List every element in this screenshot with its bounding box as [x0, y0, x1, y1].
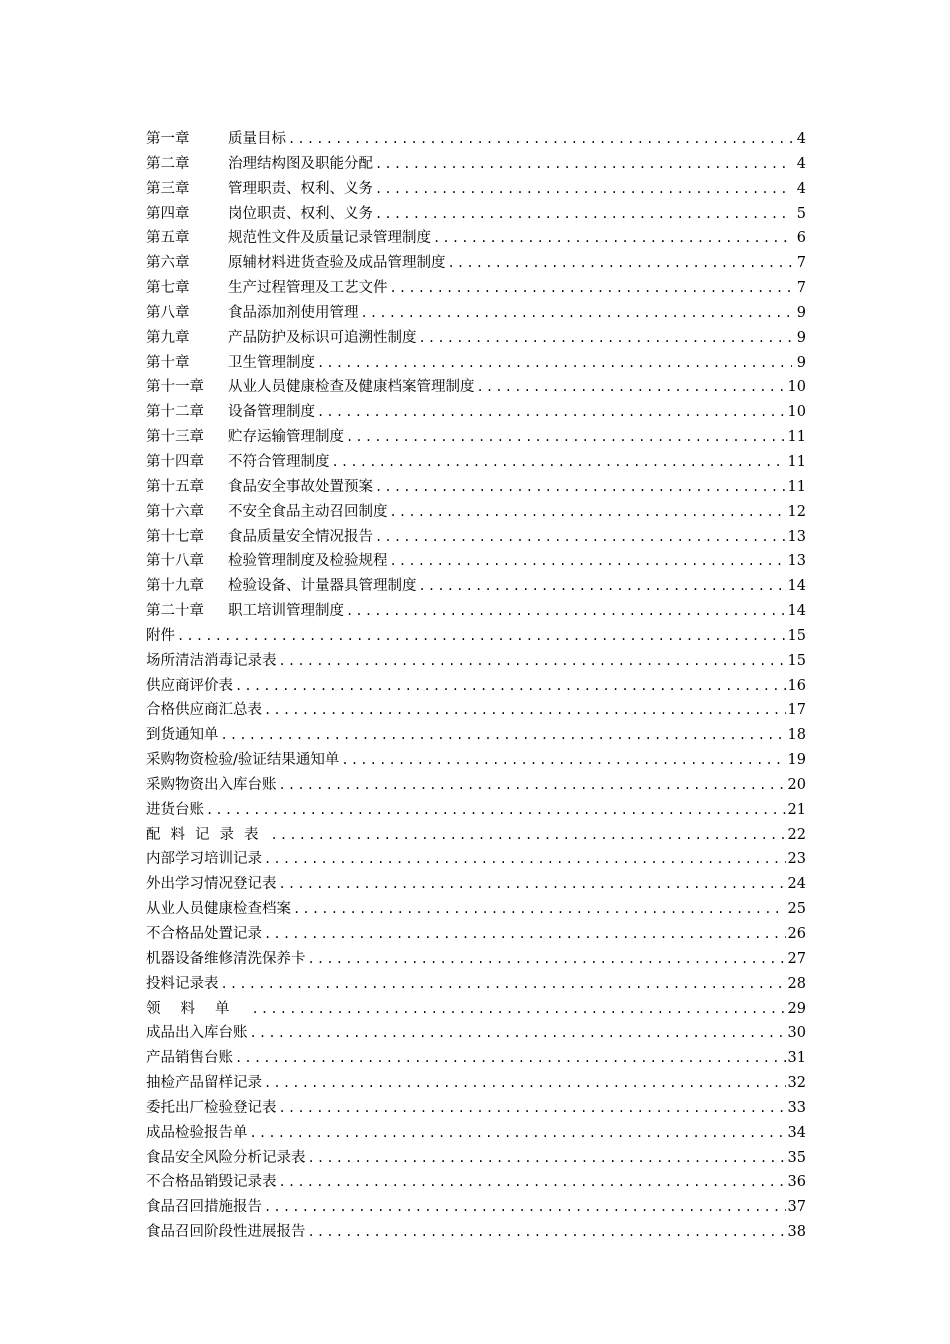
toc-entry[interactable]	[146, 475, 806, 500]
toc-entry[interactable]	[146, 574, 806, 599]
toc-leader-dots	[375, 202, 792, 227]
toc-leader-dots	[235, 674, 786, 699]
toc-leader-dots	[250, 1021, 786, 1046]
toc-page-number: 28	[787, 975, 806, 992]
toc-chapter-number: 第十章	[146, 354, 190, 371]
toc-entry-title: 卫生管理制度	[228, 354, 315, 371]
toc-page-number: 22	[787, 826, 806, 843]
toc-entry[interactable]	[146, 500, 806, 525]
toc-entry[interactable]	[146, 823, 806, 848]
toc-page-number: 15	[787, 627, 806, 644]
toc-entry-title: 不合格品销毁记录表	[146, 1174, 277, 1191]
toc-leader-dots	[361, 301, 793, 326]
toc-page-number: 27	[787, 950, 806, 967]
toc-entry-title: 原辅材料进货查验及成品管理制度	[228, 255, 446, 272]
toc-entry[interactable]	[146, 525, 806, 550]
toc-chapter-number: 第九章	[146, 329, 190, 346]
toc-page-number: 29	[787, 1000, 806, 1017]
toc-entry[interactable]	[146, 425, 806, 450]
toc-entry[interactable]	[146, 1220, 806, 1245]
toc-page-number: 11	[787, 453, 806, 470]
toc-leader-dots	[375, 152, 792, 177]
toc-chapter-number: 第二十章	[146, 603, 204, 620]
toc-leader-dots	[308, 1146, 786, 1171]
toc-page-number: 38	[787, 1224, 806, 1241]
toc-leader-dots	[250, 1121, 786, 1146]
toc-page-number: 11	[787, 429, 806, 446]
toc-entry[interactable]	[146, 351, 806, 376]
toc-page-number: 16	[787, 677, 806, 694]
toc-entry-title: 食品召回阶段性进展报告	[146, 1224, 306, 1241]
toc-entry-title: 不安全食品主动召回制度	[228, 503, 388, 520]
toc-page-number: 37	[787, 1199, 806, 1216]
toc-leader-dots	[332, 450, 786, 475]
toc-page-number: 13	[787, 528, 806, 545]
toc-entry-title: 不合格品处置记录	[146, 926, 262, 942]
toc-leader-dots	[264, 698, 786, 723]
toc-entry[interactable]	[146, 202, 806, 227]
toc-entry[interactable]	[146, 326, 806, 351]
toc-entry[interactable]	[146, 226, 806, 251]
toc-leader-dots	[308, 1220, 786, 1245]
toc-page-number: 7	[796, 255, 806, 272]
toc-page-number: 32	[787, 1075, 806, 1092]
table-of-contents	[146, 127, 806, 1245]
toc-entry[interactable]	[146, 375, 806, 400]
toc-page-number: 33	[787, 1099, 806, 1116]
toc-entry[interactable]	[146, 1195, 806, 1220]
toc-entry[interactable]	[146, 872, 806, 897]
toc-leader-dots	[264, 922, 786, 947]
toc-chapter-number: 第十一章	[146, 379, 204, 396]
toc-entry-title: 岗位职责、权利、义务	[228, 205, 373, 222]
toc-entry-title: 采购物资出入库台账	[146, 776, 277, 793]
toc-entry[interactable]	[146, 1121, 806, 1146]
toc-entry[interactable]	[146, 1096, 806, 1121]
toc-page-number: 9	[796, 304, 806, 321]
toc-entry-title: 成品出入库台账	[146, 1025, 248, 1042]
toc-entry-title: 检验管理制度及检验规程	[228, 553, 388, 570]
toc-entry[interactable]	[146, 972, 806, 997]
toc-leader-dots	[264, 847, 786, 872]
toc-entry[interactable]	[146, 748, 806, 773]
toc-entry-title: 规范性文件及质量记录管理制度	[228, 230, 431, 247]
toc-chapter-number: 第十三章	[146, 429, 204, 446]
toc-chapter-number: 第三章	[146, 180, 190, 197]
toc-entry[interactable]	[146, 997, 806, 1022]
toc-entry-title: 成品检验报告单	[146, 1124, 248, 1141]
toc-chapter-number: 第十七章	[146, 528, 204, 545]
toc-page-number: 19	[787, 752, 806, 769]
toc-entry-title: 内部学习培训记录	[146, 851, 262, 868]
toc-page-number: 34	[787, 1124, 806, 1141]
toc-entry[interactable]	[146, 674, 806, 699]
toc-chapter-number: 第十四章	[146, 453, 204, 470]
toc-leader-dots	[264, 1195, 786, 1220]
toc-leader-dots	[271, 823, 786, 848]
toc-page-number: 36	[787, 1174, 806, 1191]
toc-page-number: 14	[787, 578, 806, 595]
toc-entry-title: 贮存运输管理制度	[228, 429, 344, 446]
toc-page-number: 25	[787, 901, 806, 918]
toc-leader-dots	[235, 1046, 786, 1071]
toc-page-number: 15	[787, 652, 806, 669]
toc-entry[interactable]	[146, 798, 806, 823]
toc-page-number: 23	[787, 851, 806, 868]
toc-page-number: 18	[787, 727, 806, 744]
toc-entry[interactable]	[146, 127, 806, 152]
toc-page-number: 11	[787, 478, 806, 495]
toc-entry[interactable]	[146, 1021, 806, 1046]
toc-page-number: 10	[787, 404, 806, 421]
toc-entry-title: 投料记录表	[146, 975, 219, 992]
toc-entry[interactable]	[146, 177, 806, 202]
toc-entry-title: 食品召回措施报告	[146, 1199, 262, 1216]
toc-leader-dots	[221, 723, 786, 748]
toc-entry[interactable]	[146, 897, 806, 922]
toc-page-number: 14	[787, 603, 806, 620]
toc-entry-title: 抽检产品留样记录	[146, 1075, 262, 1092]
toc-page-number: 17	[787, 702, 806, 719]
toc-entry-title: 进货台账	[146, 801, 204, 818]
toc-leader-dots	[433, 226, 792, 251]
toc-entry-title: 采购物资检验/验证结果通知单	[146, 752, 340, 769]
toc-entry-title: 从业人员健康检查及健康档案管理制度	[228, 379, 475, 396]
toc-leader-dots	[177, 624, 786, 649]
toc-chapter-number: 第二章	[146, 155, 190, 172]
toc-entry-title: 场所清洁消毒记录表	[146, 652, 277, 669]
toc-entry-title: 委托出厂检验登记表	[146, 1099, 277, 1116]
toc-entry-title: 机器设备维修清洗保养卡	[146, 950, 306, 967]
toc-page-number: 5	[796, 205, 806, 222]
toc-page-number: 24	[787, 876, 806, 893]
toc-entry-title: 生产过程管理及工艺文件	[228, 280, 388, 297]
toc-entry-title: 食品安全事故处置预案	[228, 478, 373, 495]
toc-chapter-number: 第十五章	[146, 478, 204, 495]
toc-leader-dots	[477, 375, 786, 400]
toc-page-number: 4	[796, 131, 806, 147]
toc-entry[interactable]	[146, 400, 806, 425]
toc-leader-dots	[317, 351, 792, 376]
toc-leader-dots	[279, 1170, 786, 1195]
toc-leader-dots	[317, 400, 786, 425]
toc-page-number: 4	[796, 155, 806, 172]
toc-entry-title: 到货通知单	[146, 727, 219, 744]
toc-leader-dots	[288, 127, 792, 152]
toc-leader-dots	[252, 997, 786, 1022]
toc-leader-dots	[390, 276, 793, 301]
toc-page-number: 21	[787, 801, 806, 818]
toc-leader-dots	[279, 649, 786, 674]
toc-leader-dots	[308, 947, 786, 972]
toc-chapter-number: 第十六章	[146, 503, 204, 520]
toc-leader-dots	[206, 798, 786, 823]
toc-leader-dots	[341, 748, 785, 773]
toc-page-number: 9	[796, 354, 806, 371]
toc-entry-title: 食品添加剂使用管理	[228, 304, 359, 321]
toc-entry[interactable]	[146, 723, 806, 748]
toc-page-number: 12	[787, 503, 806, 520]
toc-entry[interactable]	[146, 847, 806, 872]
toc-chapter-number: 第十九章	[146, 578, 204, 595]
toc-entry-title: 食品质量安全情况报告	[228, 528, 373, 545]
toc-leader-dots	[419, 574, 786, 599]
toc-entry-title: 从业人员健康检查档案	[146, 901, 291, 918]
toc-leader-dots	[375, 177, 792, 202]
toc-entry[interactable]	[146, 152, 806, 177]
toc-chapter-number: 第八章	[146, 304, 190, 321]
toc-entry-title: 职工培训管理制度	[228, 603, 344, 620]
toc-leader-dots	[346, 425, 786, 450]
toc-entry-title: 领料单	[146, 1000, 250, 1017]
toc-entry[interactable]	[146, 1046, 806, 1071]
toc-page-number: 20	[787, 776, 806, 793]
toc-entry-title: 设备管理制度	[228, 404, 315, 421]
toc-entry-title: 外出学习情况登记表	[146, 876, 277, 893]
toc-page-number: 30	[787, 1025, 806, 1042]
toc-entry[interactable]	[146, 1071, 806, 1096]
toc-leader-dots	[293, 897, 786, 922]
toc-page-number: 9	[796, 329, 806, 346]
toc-entry[interactable]	[146, 599, 806, 624]
toc-entry[interactable]	[146, 450, 806, 475]
toc-entry-title: 不符合管理制度	[228, 453, 330, 470]
toc-entry-title: 产品防护及标识可追溯性制度	[228, 329, 417, 346]
toc-leader-dots	[264, 1071, 786, 1096]
toc-chapter-number: 第四章	[146, 205, 190, 222]
toc-chapter-number: 第一章	[146, 131, 190, 147]
toc-leader-dots	[419, 326, 793, 351]
toc-leader-dots	[346, 599, 786, 624]
toc-entry[interactable]	[146, 649, 806, 674]
toc-entry[interactable]	[146, 624, 806, 649]
toc-entry[interactable]	[146, 276, 806, 301]
toc-chapter-number: 第七章	[146, 280, 190, 297]
toc-entry-title: 供应商评价表	[146, 677, 233, 694]
toc-entry[interactable]	[146, 301, 806, 326]
toc-chapter-number: 第六章	[146, 255, 190, 272]
toc-entry[interactable]	[146, 947, 806, 972]
toc-entry-title: 附件	[146, 627, 175, 644]
toc-entry-title: 食品安全风险分析记录表	[146, 1149, 306, 1166]
toc-page-number: 31	[787, 1050, 806, 1067]
toc-leader-dots	[279, 773, 786, 798]
toc-entry-title: 检验设备、计量器具管理制度	[228, 578, 417, 595]
toc-entry-title: 产品销售台账	[146, 1050, 233, 1067]
toc-page-number: 4	[796, 180, 806, 197]
toc-chapter-number: 第十二章	[146, 404, 204, 421]
toc-leader-dots	[448, 251, 793, 276]
toc-leader-dots	[221, 972, 786, 997]
toc-entry-title: 合格供应商汇总表	[146, 702, 262, 719]
toc-entry[interactable]	[146, 773, 806, 798]
toc-entry[interactable]	[146, 922, 806, 947]
toc-page-number: 6	[796, 230, 806, 247]
toc-entry-title: 配料记录表	[146, 826, 269, 843]
toc-entry[interactable]	[146, 698, 806, 723]
toc-page-number: 35	[787, 1149, 806, 1166]
toc-page-number: 10	[787, 379, 806, 396]
toc-leader-dots	[390, 500, 786, 525]
toc-entry[interactable]	[146, 1170, 806, 1195]
toc-leader-dots	[375, 475, 786, 500]
toc-entry-title: 质量目标	[228, 131, 286, 147]
toc-leader-dots	[375, 525, 786, 550]
toc-leader-dots	[279, 872, 786, 897]
toc-leader-dots	[279, 1096, 786, 1121]
toc-chapter-number: 第十八章	[146, 553, 204, 570]
toc-entry[interactable]	[146, 1146, 806, 1171]
toc-page-number: 26	[787, 926, 806, 942]
toc-entry-title: 治理结构图及职能分配	[228, 155, 373, 172]
toc-entry[interactable]	[146, 549, 806, 574]
toc-entry[interactable]	[146, 251, 806, 276]
toc-chapter-number: 第五章	[146, 230, 190, 247]
toc-page-number: 13	[787, 553, 806, 570]
toc-leader-dots	[390, 549, 786, 574]
toc-entry-title: 管理职责、权利、义务	[228, 180, 373, 197]
toc-page-number: 7	[796, 280, 806, 297]
